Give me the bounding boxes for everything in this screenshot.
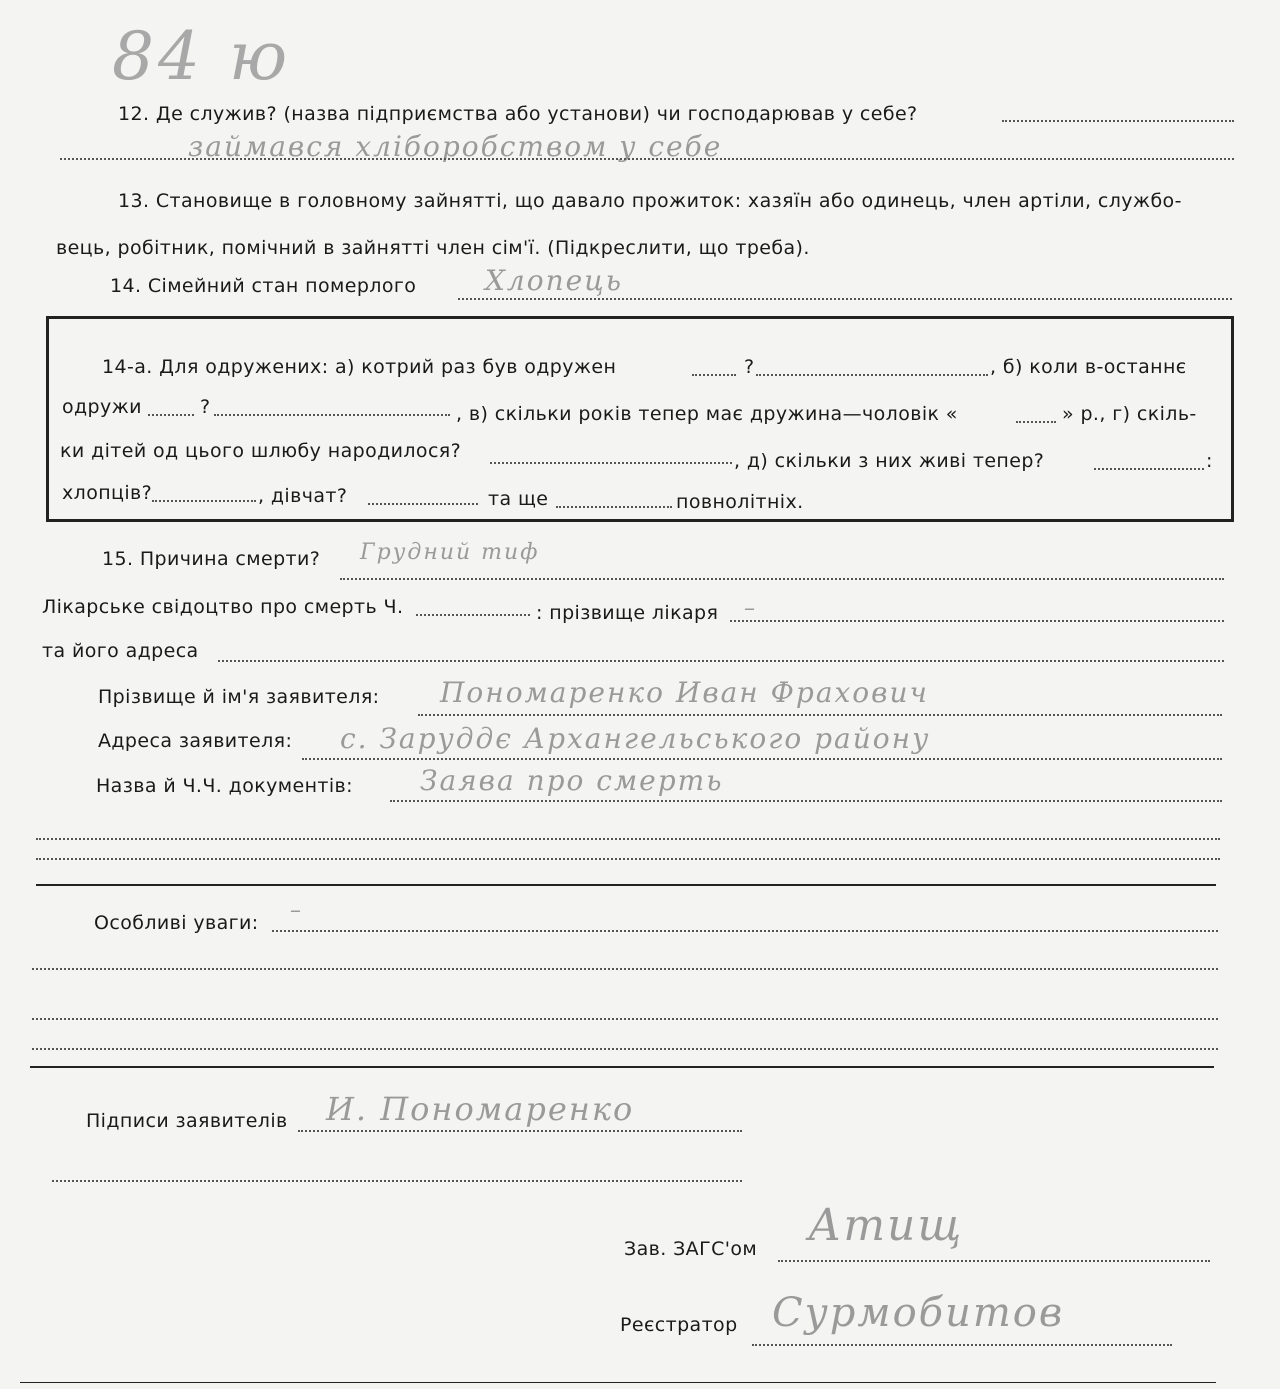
q14-answer-line (458, 298, 1232, 300)
notes-label: Особливі уваги: (94, 912, 259, 934)
q14a-line1-b: , б) коли в-останнє (990, 356, 1187, 378)
q14a-q-mark-1: ? (744, 356, 755, 378)
doctor-name-label: : прізвище лікаря (536, 602, 719, 624)
q12-dotted-line (1002, 120, 1234, 122)
q14a-children-alive-line (1094, 468, 1204, 470)
q14a-last-married-line (148, 414, 194, 416)
head-signature-label: Зав. ЗАГС'ом (624, 1238, 758, 1260)
q14a-line4-more: та ще (488, 488, 549, 510)
applicant-signature-label: Підписи заявителів (86, 1110, 288, 1132)
notes-line-2 (32, 968, 1218, 970)
doctor-name-line (730, 620, 1224, 622)
registrar-signature-label: Реєстратор (620, 1314, 738, 1336)
doctor-name-value: – (744, 596, 757, 621)
q14a-line4-girls: , дівчат? (258, 485, 348, 507)
applicant-signature-line (298, 1130, 742, 1132)
applicant-docs-line (390, 800, 1222, 802)
q14-answer: Хлопець (485, 264, 624, 297)
q14a-line3-b: , д) скільки з них живі тепер? (734, 450, 1045, 472)
applicant-name-label: Прізвище й ім'я заявителя: (98, 686, 380, 708)
section-divider-2 (30, 1066, 1214, 1068)
applicant-address-label: Адреса заявителя: (98, 730, 293, 752)
q14a-times-married-line (692, 374, 736, 376)
applicant-signature-value: И. Пономаренко (326, 1090, 635, 1128)
q14a-line3-label: ки дітей од цього шлюбу народилося? (60, 440, 462, 462)
q15-label: 15. Причина смерти? (102, 548, 321, 570)
head-signature-line (778, 1260, 1210, 1262)
applicant-address-line (302, 758, 1222, 760)
q14a-adults-line (556, 506, 672, 508)
q14a-girls-line (368, 503, 478, 505)
doctor-cert-number-line (416, 614, 530, 616)
doctor-address-line (218, 660, 1224, 662)
q14a-boys-line (152, 500, 256, 502)
q14a-line1-label: 14-а. Для одружених: а) котрий раз був одружен (102, 356, 617, 378)
notes-value: – (290, 898, 303, 923)
q14a-children-born-line (490, 462, 732, 464)
applicant-name-line (418, 714, 1222, 716)
applicant-docs-value: Заява про смерть (420, 764, 724, 797)
q14a-line2-c: » р., г) скіль- (1062, 403, 1197, 425)
q12-label: 12. Де служив? (назва підприємства або установи) чи господарював у себе? (118, 103, 918, 125)
registrar-signature-value: Сурмобитов (772, 1290, 1065, 1336)
notes-line-4 (32, 1048, 1218, 1050)
blank-line-2 (36, 858, 1220, 860)
page-bottom-rule (20, 1382, 1216, 1383)
q14a-q-mark-2: ? (200, 396, 211, 418)
q14a-line3-c: : (1206, 450, 1213, 472)
notes-line-3 (32, 1018, 1218, 1020)
applicant-signature-line-2 (52, 1180, 742, 1182)
q14a-line2-b: , в) скільки років тепер має дружина—чоловік « (456, 403, 958, 425)
applicant-name-value: Пономаренко Иван Фрахович (440, 676, 929, 709)
archive-number-annotation: 84 ю (112, 18, 292, 95)
q15-answer-line (340, 578, 1224, 580)
q14a-line4-adults: повнолітніх. (676, 491, 804, 513)
q13-text-line1: 13. Становище в головному зайнятті, що давало прожиток: хазяїн або одинець, член артіли, службо- (118, 190, 1182, 212)
q14a-spouse-age-line (1016, 421, 1056, 423)
doctor-address-label: та його адреса (42, 640, 199, 662)
q12-answer-line (60, 158, 1234, 160)
notes-line-1 (272, 930, 1218, 932)
q15-answer: Грудний тиф (360, 540, 540, 565)
head-signature-value: Атищ (808, 1200, 964, 1251)
q14a-times-married-line2 (756, 374, 988, 376)
q14a-line2-label: одружи (62, 396, 142, 418)
q14-label: 14. Сімейний стан померлого (110, 275, 417, 297)
applicant-address-value: с. Заруддє Архангельського району (340, 722, 931, 755)
q14a-line4-boys: хлопців? (62, 482, 153, 504)
q13-text-line2: вець, робітник, помічний в зайнятті член сім'ї. (Підкреслити, що треба). (56, 237, 810, 259)
q12-answer: займався хліборобством у себе (188, 130, 723, 163)
registrar-signature-line (752, 1344, 1172, 1346)
blank-line-1 (36, 838, 1220, 840)
section-divider-1 (36, 884, 1216, 886)
doctor-cert-label: Лікарське свідоцтво про смерть Ч. (42, 596, 404, 618)
applicant-docs-label: Назва й Ч.Ч. документів: (96, 775, 353, 797)
q14a-last-married-line2 (214, 414, 450, 416)
